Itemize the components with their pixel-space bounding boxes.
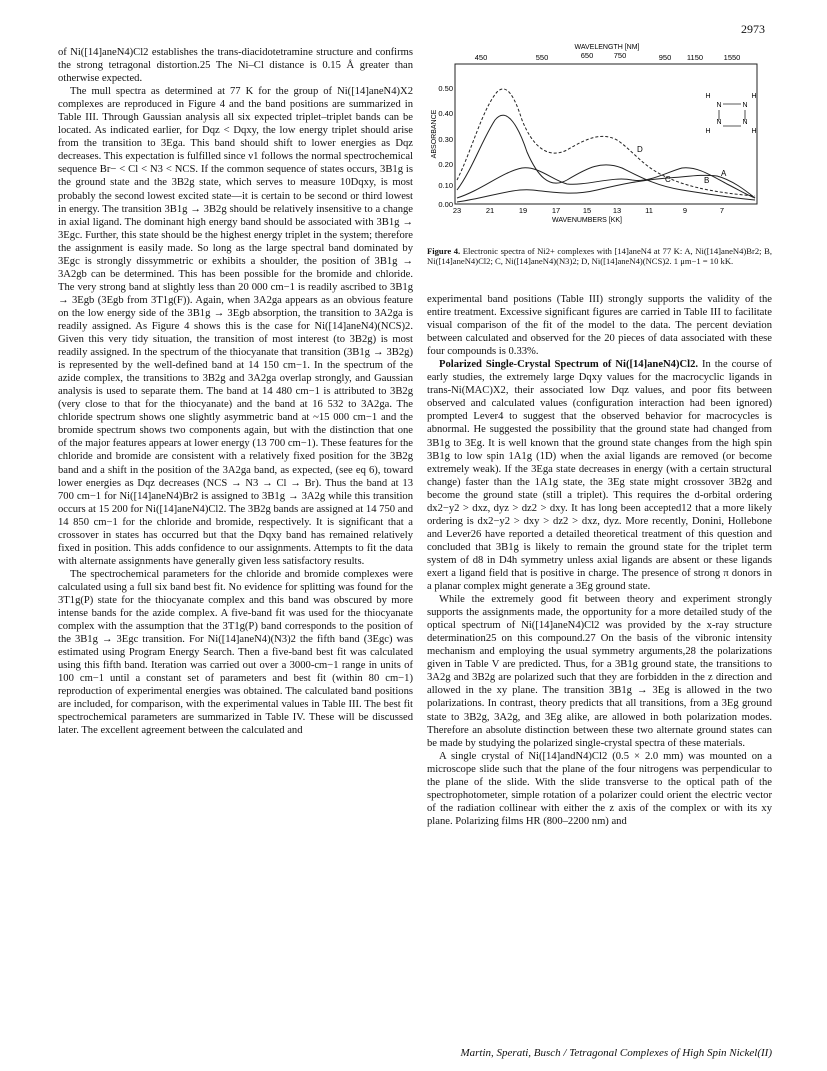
bottom-tick: 23 [452, 206, 462, 215]
svg-text:H: H [705, 93, 711, 100]
curve-label-b: B [704, 176, 710, 185]
bottom-tick: 21 [485, 206, 495, 215]
paragraph: The spectrochemical parameters for the chloride and bromide complexes were calculated using a full six band best fit. No evidence for splitting was found for the 3T1g(P) state for the thiocyanate complex and this band was obscured by more intense bands for the azide complex. A five-band fit was used for the thiocyanate complex with the assumption that the 3T1g(P) band corresponds to the position of the 3B1g → 3Egc transition. For Ni([14]aneN4)(N3)2 the fifth band (3Egc) was estimated using Program Energy Search. Then a five-band best fit was calculated using this fifth band. Iteration was carried out over a 3000-cm−1 range in units of 100 cm−1 until a constant set of parameters and best fit (within 80 cm−1) reproduction of experimental energies was obtained. The calculated band positions are included, for comparison, with the experimental values in Table III. The best fit spectrochemical parameters are summarized in Table IV. These will be discussed later. The excellent agreement between the calculated and [58, 568, 413, 737]
y-tick: 0.40 [438, 109, 453, 118]
y-tick: 0.10 [438, 181, 453, 190]
svg-text:N: N [742, 119, 748, 126]
paragraph: of Ni([14]aneN4)Cl2 establishes the trans-diacidotetramine structure and confirms the strong tetragonal distortion.25 The Ni–Cl distance is 0.15 Å greater than otherwise expected. [58, 47, 413, 85]
top-tick: 1150 [686, 53, 704, 62]
caption-text: Electronic spectra of Ni2+ complexes with [14]aneN4 at 77 K: A, Ni([14]aneN4)Br2; B, Ni([14]aneN4)Cl2; C, Ni([14]aneN4)(N3)2; D, Ni([14]aneN4)(NCS)2. 1 μm−1 = 10 kK. [427, 246, 772, 267]
paragraph [427, 358, 772, 593]
top-tick: 450 [474, 53, 488, 62]
left-column [58, 46, 413, 737]
y-axis-label: ABSORBANCE [431, 109, 438, 159]
y-tick: 0.20 [438, 160, 453, 169]
section-heading: Polarized Single-Crystal Spectrum of Ni([14]aneN4)Cl2. [439, 359, 699, 371]
top-tick: 1550 [723, 53, 741, 62]
paragraph-text: In the course of early studies, the extremely large Dqxy values for the macrocyclic ligands in trans-Ni(MAC)X2, their associated low Dqz values, and poor fits between observed and calculated values (configuration interaction had been ignored) prompted Lever4 to suggest that the observed behavior for macrocycles is abnormal. He suggested the possibility that the ground state had changed from 3B1g to 3Eg. It is well known that the ground state changes from the high spin 3B1g to low spin 1A1g (1D) when the axial ligands are removed (or become extremely weak). If the 3Ega state decreases in energy (with a certain structural change) faster than the 1A1g state, the 3Eg state might crossover 3B2g and become the ground state (still a triplet). This requires the d-orbital ordering dx2−y2 > dxz, dyz > dz2 > dxy. It has long been accepted12 that a more likely ordering is dx2−y2 > dxy > dz2 > dxz, dyz. More recently, Donini, Hollebone and Lever26 have reported a detailed theoretical treatment of this question and concluded that 3B1g is likely to remain the ground state for the triplet term system of d8 in D4h symmetry unless axial ligands are absent or these ligands exert a ligand field that is positive in charge. The presence of strong π donors in a planar complex might generate a 3Eg ground state. [427, 359, 772, 593]
top-tick: 550 [535, 53, 549, 62]
figure-caption [427, 246, 772, 267]
curve-label-d: D [637, 145, 643, 154]
bottom-tick: 7 [719, 206, 725, 215]
y-tick: 0.00 [438, 200, 453, 209]
svg-text:N: N [716, 102, 722, 109]
paragraph: experimental band positions (Table III) strongly supports the validity of the entire treatment. Excessive significant figures are carried in Table III to facilitate visual comparison of the fit of the model to the data. The percent deviation between calculated and observed for the 20 pieces of data associated with these four compounds is 0.33%. [427, 294, 772, 358]
svg-text:H: H [751, 128, 757, 135]
right-column [427, 293, 772, 828]
top-tick: 750 [613, 51, 627, 60]
svg-text:H: H [705, 128, 711, 135]
curve-a [457, 175, 755, 202]
bottom-tick: 9 [682, 206, 688, 215]
curve-label-a: A [721, 169, 727, 178]
y-tick: 0.50 [438, 84, 453, 93]
top-axis-label: WAVELENGTH [NM] [574, 44, 640, 51]
bottom-tick: 11 [645, 206, 653, 215]
bottom-tick: 15 [582, 206, 592, 215]
page-number: 2973 [741, 22, 765, 36]
paragraph: While the extremely good fit between theory and experiment strongly supports the assignments made, the opportunity for a more detailed study of the optical spectrum of Ni([14]aneN4)Cl2 was provided by the x-ray structure determination25 on this compound.27 On the basis of the vibronic intensity mechanism and employing the usual symmetry arguments,28 the polarizations given in Table V are predicted. Thus, for a 3B1g ground state, the transitions to 3A2g and 3B2g are polarized such that they are forbidden in the z direction and allowed in the xy plane. The transition 3B1g → 3Eg is allowed in the two polarizations. In contrast, theory predicts that all transitions, from a 3Eg ground state to 3B2g, 3A2g, and 3Eg alike, are allowed in both polarization modes. Therefore an absolute distinction between these two alternate ground states can be made by studying the polarized single-crystal spectra of these materials. [427, 594, 772, 749]
curve-label-c: C [665, 175, 671, 184]
spectra-plot [427, 40, 772, 246]
bottom-tick: 17 [551, 206, 561, 215]
y-tick: 0.30 [438, 135, 453, 144]
paragraph: The mull spectra as determined at 77 K for the group of Ni([14]aneN4)X2 complexes are reproduced in Figure 4 and the band positions are summarized in Table III. Through Gaussian analysis all six expected triplet–triplet bands can be located. As indicated earlier, for Dqz < Dqxy, the low energy triplet should arise from the transition to 3Ega. This band should shift to lower energies as Dqz decreases. This expectation is fulfilled since ν1 follows the normal spectrochemical sequence Br− < Cl < N3 < NCS. If the common sequence of states occurs, 3B1g is the ground state and the 3B2g state, which serves to measure 10Dqxy, is most probably the second lowest excited state—it is certain to be second or third lowest in energy. The transition 3B1g → 3B2g should be relatively insensitive to a change in axial ligand. The dominant high energy band should be associated with 3B1g → 3Egc. Further, this state should be the highest energy triplet in the system; therefore the assignment is easily made. So long as the large spectral band dominated by 3Egc is strongly dissymmetric or exhibits a shoulder, the position of 3B1g → 3A2gb can be determined. This has been possible for the bromide and chloride. The very strong band at slightly less than 20 000 cm−1 is readily ascribed to 3B1g → 3Egb (3Egb from 3T1g(F)). Again, when 3A2ga appears as an obvious feature on the low energy side of the 3B1g → 3Egb absorption, the transition to 3A2ga is readily assigned. As Figure 4 shows this is the case for Ni([14]aneN4)(NCS)2. Given this very tidy situation, the transition of most interest (to 3B2g) is most readily assigned. In the spectrum of the thiocyanate that transition (3B1g → 3B2g) is represented by the well-defined band at 14 150 cm−1. In the spectrum of the azide complex, the transitions to 3B2g and 3A2ga overlap strongly, and Gaussian analysis is used to separate them. The band at 14 480 cm−1 is attributed to 3B2g (very close to that for the thiocyanate) and the band at 16 532 to 3A2ga. The chloride spectrum shows one slightly asymmetric band at ~15 000 cm−1 and the bromide spectrum shows two components again, but with the distinction that one of the major features appears at lower energy (13 700 cm−1). These features for the chloride and bromide are consistent with a relatively fixed position for the 3B2g band and a shift in the position of the 3A2ga band, as expected, (see eq 6), toward lower energies as Dqz decreases (NCS → N3 → Cl → Br). Thus the band at 13 700 cm−1 for Ni([14]aneN4)Br2 is assigned to 3B1g → 3A2g while this transition occurs at 15 200 for Ni([14]aneN4)Cl2. The 3B2g bands are assigned at 14 750 and 14 850 cm−1 for the chloride and bromide, respectively. It is significant that a crossover in states has occurred but that the Dqxy band has remained relatively fixed in position. This adds confidence to our assignments. Attempts to fit the data with alternate assignments have generally given less satisfactory results. [58, 86, 413, 567]
bottom-tick: 19 [518, 206, 528, 215]
bottom-tick: 13 [612, 206, 622, 215]
macrocycle-structure [705, 93, 756, 135]
svg-text:N: N [716, 119, 722, 126]
running-footer: Martin, Sperati, Busch / Tetragonal Complexes of High Spin Nickel(II) [460, 1047, 772, 1059]
figure-4 [427, 40, 772, 246]
svg-text:H: H [751, 93, 757, 100]
caption-label: Figure 4. [427, 246, 461, 256]
bottom-axis-label: WAVENUMBERS [KK] [551, 217, 623, 224]
top-tick: 650 [580, 51, 594, 60]
paragraph: A single crystal of Ni([14]andN4)Cl2 (0.5 × 2.0 mm) was mounted on a microscope slide such that the plane of the four nitrogens was perpendicular to the plane of the slide. With the slide transverse to the optical path of the spectrophotometer, simple rotation of a polarizer could orient the electric vector of the radiation collinear with either the z axis of the complex or with its xy plane. Polarizing films HR (800–2200 nm) and [427, 750, 772, 827]
top-tick: 950 [658, 53, 672, 62]
svg-text:N: N [742, 102, 748, 109]
